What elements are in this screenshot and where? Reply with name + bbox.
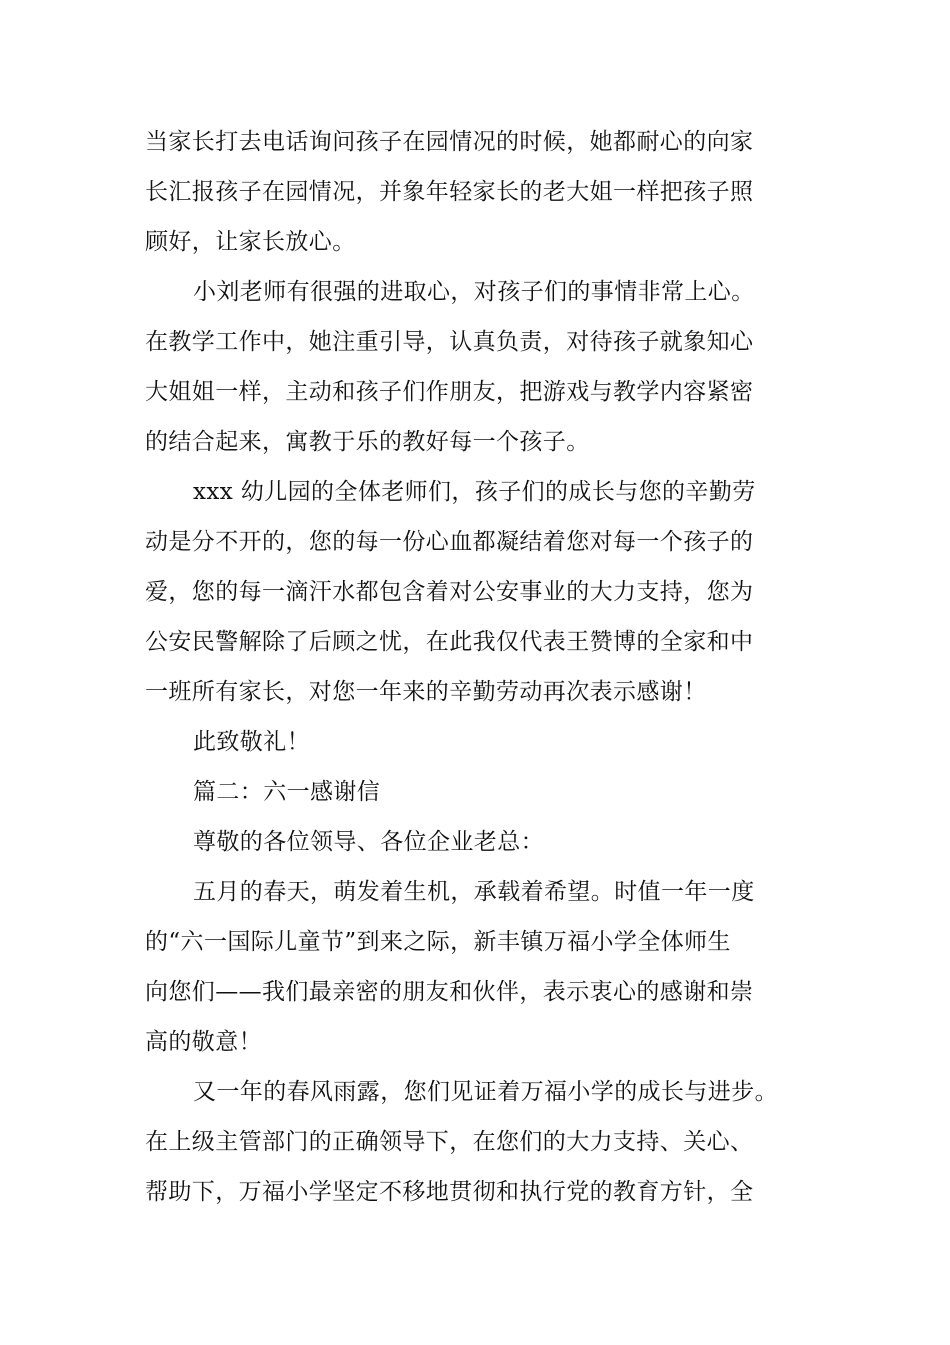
text-line: 顾好，让家长放心。 (145, 229, 356, 255)
paragraph-start-line: 小刘老师有很强的进取心，对孩子们的事情非常上心。 (193, 279, 755, 305)
text-line: 公安民警解除了后顾之忧，在此我仅代表王赞博的全家和中 (145, 629, 754, 655)
text-line: 高的敬意！ (145, 1029, 262, 1055)
text-line: 动是分不开的，您的每一份心血都凝结着您对每一个孩子的 (145, 529, 754, 555)
section-title: 篇二：六一感谢信 (193, 779, 381, 805)
text-line: 当家长打去电话询问孩子在园情况的时候，她都耐心的向家 (145, 129, 754, 155)
closing-salutation: 此致敬礼！ (193, 729, 310, 755)
text-line: 大姐姐一样，主动和孩子们作朋友，把游戏与教学内容紧密 (145, 379, 754, 405)
text-line: 爱，您的每一滴汗水都包含着对公安事业的大力支持，您为 (145, 579, 754, 605)
text-line: 的“六一国际儿童节”到来之际，新丰镇万福小学全体师生 (145, 929, 731, 955)
text-line: 向您们——我们最亲密的朋友和伙伴，表示衷心的感谢和崇 (145, 979, 754, 1005)
text-line: 的结合起来，寓教于乐的教好每一个孩子。 (145, 429, 590, 455)
text-line: 在教学工作中，她注重引导，认真负责，对待孩子就象知心 (145, 329, 754, 355)
text-line: 一班所有家长，对您一年来的辛勤劳动再次表示感谢！ (145, 679, 707, 705)
paragraph-start-line: 五月的春天，萌发着生机，承载着希望。时值一年一度 (193, 879, 755, 905)
paragraph-start-line: xxx 幼儿园的全体老师们，孩子们的成长与您的辛勤劳 (193, 479, 756, 505)
text-line: 长汇报孩子在园情况，并象年轻家长的老大姐一样把孩子照 (145, 179, 754, 205)
text-line: 在上级主管部门的正确领导下，在您们的大力支持、关心、 (145, 1129, 754, 1155)
paragraph-start-line: 又一年的春风雨露，您们见证着万福小学的成长与进步。 (193, 1079, 778, 1105)
greeting-line: 尊敬的各位领导、各位企业老总： (193, 829, 544, 855)
text-line: 帮助下，万福小学坚定不移地贯彻和执行党的教育方针，全 (145, 1179, 754, 1205)
